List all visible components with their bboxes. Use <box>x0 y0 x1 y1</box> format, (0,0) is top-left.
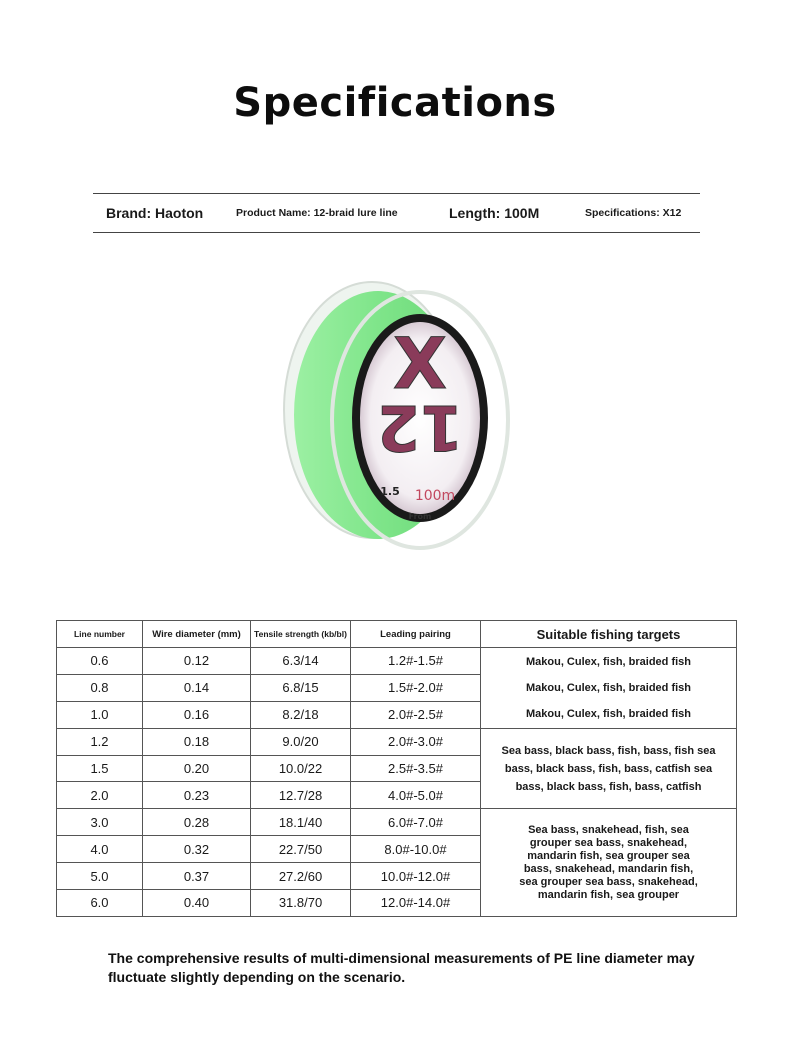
cell-leading-pairing: 4.0#-5.0# <box>351 782 481 809</box>
cell-leading-pairing: 8.0#-10.0# <box>351 836 481 863</box>
cell-line-number: 6.0 <box>57 890 143 917</box>
page-title: Specifications <box>233 80 557 126</box>
spool-from: From <box>408 512 432 521</box>
cell-tensile-strength: 8.2/18 <box>251 701 351 728</box>
product-spool-image <box>260 270 520 570</box>
cell-wire-diameter: 0.23 <box>143 782 251 809</box>
spec-bar <box>93 193 700 233</box>
header-line-number: Line number <box>57 621 143 648</box>
cell-line-number: 1.0 <box>57 701 143 728</box>
cell-wire-diameter: 0.14 <box>143 674 251 701</box>
spool-label-12: 12 <box>376 391 464 464</box>
cell-targets-group2: Sea bass, black bass, fish, bass, fish sea bass, black bass, fish, bass, catfish sea bass, black bass, fish, bass, catfish <box>481 728 737 809</box>
cell-tensile-strength: 27.2/60 <box>251 863 351 890</box>
cell-targets-group1 <box>481 648 737 729</box>
header-wire-diameter: Wire diameter (mm) <box>143 621 251 648</box>
cell-wire-diameter: 0.18 <box>143 728 251 755</box>
cell-tensile-strength: 31.8/70 <box>251 890 351 917</box>
cell-leading-pairing: 1.5#-2.0# <box>351 674 481 701</box>
spool-illustration <box>260 270 520 570</box>
targets-group1-line: Makou, Culex, fish, braided fish <box>525 707 692 720</box>
spool-length: 100m <box>414 488 456 504</box>
cell-line-number: 5.0 <box>57 863 143 890</box>
table-row <box>57 728 737 755</box>
cell-tensile-strength: 6.3/14 <box>251 648 351 675</box>
cell-tensile-strength: 12.7/28 <box>251 782 351 809</box>
table-row <box>57 809 737 836</box>
cell-targets-group3: Sea bass, snakehead, fish, sea grouper sea bass, snakehead, mandarin fish, sea grouper sea bass, snakehead, mandarin fish, sea grouper sea bass, snakehead, mandarin fish, sea grouper <box>481 809 737 917</box>
table-row <box>57 648 737 675</box>
cell-leading-pairing: 10.0#-12.0# <box>351 863 481 890</box>
cell-line-number: 1.5 <box>57 755 143 782</box>
header-tensile-strength: Tensile strength (kb/bl) <box>251 621 351 648</box>
cell-wire-diameter: 0.16 <box>143 701 251 728</box>
spec-table <box>56 620 737 917</box>
cell-tensile-strength: 9.0/20 <box>251 728 351 755</box>
cell-tensile-strength: 18.1/40 <box>251 809 351 836</box>
length-label: Length: 100M <box>449 205 540 221</box>
specifications-label: Specifications: X12 <box>585 207 682 219</box>
cell-wire-diameter: 0.12 <box>143 648 251 675</box>
spool-number: 1.5 <box>380 485 400 498</box>
targets-group1-line: Makou, Culex, fish, braided fish <box>525 655 692 668</box>
cell-line-number: 3.0 <box>57 809 143 836</box>
spool-label-x: X <box>393 323 447 405</box>
table-header-row <box>57 621 737 648</box>
product-name-label: Product Name: 12-braid lure line <box>236 207 398 219</box>
cell-wire-diameter: 0.32 <box>143 836 251 863</box>
cell-wire-diameter: 0.40 <box>143 890 251 917</box>
cell-leading-pairing: 1.2#-1.5# <box>351 648 481 675</box>
cell-wire-diameter: 0.37 <box>143 863 251 890</box>
cell-tensile-strength: 10.0/22 <box>251 755 351 782</box>
cell-line-number: 2.0 <box>57 782 143 809</box>
cell-leading-pairing: 6.0#-7.0# <box>351 809 481 836</box>
cell-tensile-strength: 22.7/50 <box>251 836 351 863</box>
brand-label: Brand: Haoton <box>106 205 204 221</box>
cell-leading-pairing: 2.0#-3.0# <box>351 728 481 755</box>
header-fishing-targets: Suitable fishing targets <box>481 621 737 648</box>
cell-leading-pairing: 2.0#-2.5# <box>351 701 481 728</box>
cell-line-number: 4.0 <box>57 836 143 863</box>
cell-wire-diameter: 0.20 <box>143 755 251 782</box>
cell-tensile-strength: 6.8/15 <box>251 674 351 701</box>
cell-line-number: 0.8 <box>57 674 143 701</box>
measurement-note: The comprehensive results of multi-dimensional measurements of PE line diameter may fluctuate slightly depending on the scenario. <box>108 950 695 985</box>
header-leading-pairing: Leading pairing <box>351 621 481 648</box>
cell-line-number: 1.2 <box>57 728 143 755</box>
targets-group1-line: Makou, Culex, fish, braided fish <box>525 681 692 694</box>
cell-wire-diameter: 0.28 <box>143 809 251 836</box>
cell-leading-pairing: 12.0#-14.0# <box>351 890 481 917</box>
cell-leading-pairing: 2.5#-3.5# <box>351 755 481 782</box>
cell-line-number: 0.6 <box>57 648 143 675</box>
